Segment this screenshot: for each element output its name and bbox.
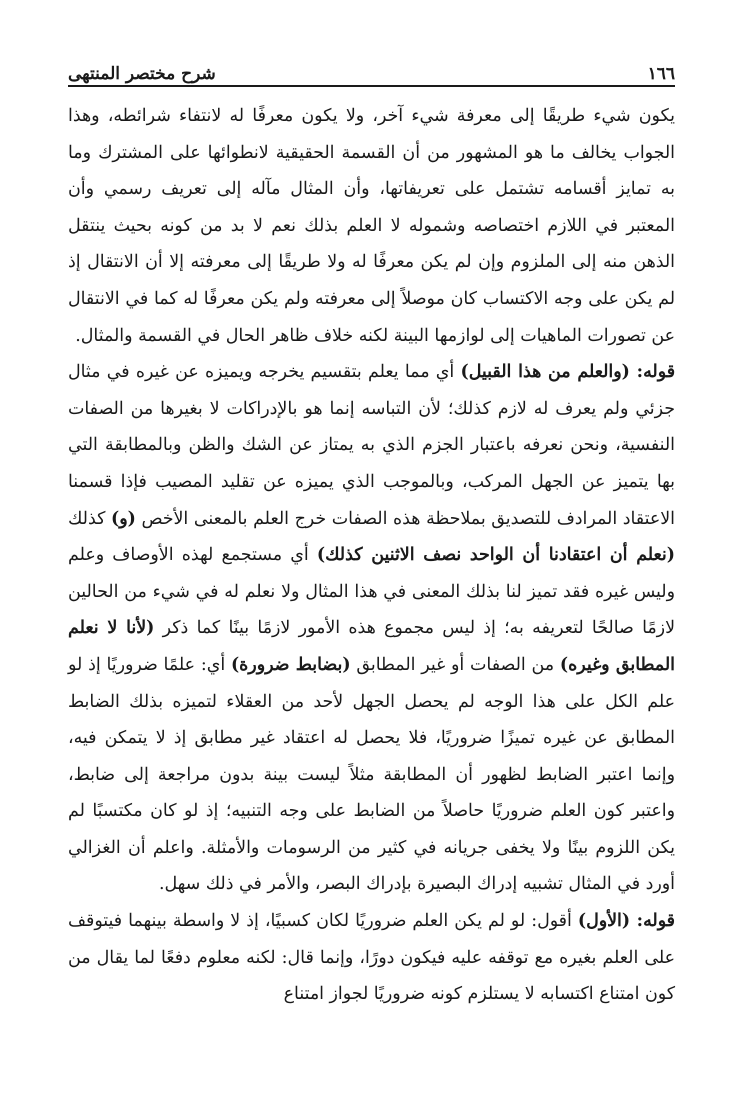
quoted-lemma: قوله: (والعلم من هذا القبيل) [460,362,676,383]
quoted-lemma: (و) [110,508,136,529]
text-segment: يكون شيء طريقًا إلى معرفة شيء آخر، ولا يكون معرفًا له لانتفاء شرائطه، وهذا الجواب يخالف ما هو المشهور من أن القسمة الحقيقية لانطوائها على المشترك وما به تمايز أقسامه تشتمل على تعريفاتها، وأن المثال مآله إلى تعريف رسمي وأن المعتبر في اللازم اختصاصه وشموله لا العلم بذلك نعم لا بد من كونه بحيث ينتقل الذهن منه إلى الملزوم وإن لم يكن معرفًا له ولا طريقًا إلى معرفته إلا أن الانتقال إذ لم يكن على وجه الاكتساب كان موصلاً إلى معرفته ولم يكن معرفًا له كما في الانتقال عن تصورات الماهيات إلى لوازمها البينة لكنه خلاف ظاهر الحال في القسمة والمثال. [68,106,675,346]
text-segment: أي مما يعلم بتقسيم يخرجه ويميزه عن غيره في مثال جزئي ولم يعرف له لازم كذلك؛ لأن التباسه إنما هو بالإدراكات لا بغيرها من الصفات النفسية، ونحن نعرفه باعتبار الجزم الذي به يمتاز عن الشك والظن وبالمطابقة التي بها يتميز عن الجهل المركب، وبالموجب الذي يميزه عن تقليد المصيب فإذا قسمنا الاعتقاد المرادف للتصديق بملاحظة هذه الصفات خرج العلم بالمعنى الأخص [68,362,675,529]
quoted-lemma: (لأنا لا نعلم المطابق وغيره) [68,618,675,675]
page-number: ١٦٦ [647,64,675,84]
quoted-lemma: (نعلم أن اعتقادنا أن الواحد نصف الاثنين كذلك) [316,545,675,566]
text-segment: كذلك [68,508,111,529]
text-segment: أي: علمًا ضروريًا إذ لو علم الكل على هذا الوجه لم يحصل الجهل لأحد من العقلاء لتميزه بذلك الضابط المطابق عن غيره تميزًا ضروريًا، فلا يحصل له اعتقاد غير مطابق إذ لا يتمكن فيه، وإنما اعتبر الضابط لظهور أن المطابقة مثلاً ليست بينة بدون مراجعة إلى ضابط، واعتبر كون العلم ضروريًا حاصلاً من الضابط على وجه التنبيه؛ إذ لو كان مكتسبًا لم يكن اللزوم بينًا ولا يخفى جريانه في كثير من الرسومات والأمثلة. واعلم أن الغزالي أورد في المثال تشبيه إدراك البصيرة بإدراك البصر، والأمر في ذلك سهل. [68,654,675,895]
text-segment: أي مستجمع لهذه الأوصاف وعلم وليس غيره فقد تميز لنا بذلك المعنى في هذا المثال ولا نعلم له في شيء من الحالين لازمًا صالحًا لتعريفه به؛ إذ ليس مجموع هذه الأمور لازمًا بينًا كما ذكر [68,545,675,639]
page-header [68,54,675,84]
paragraph-3 [68,903,675,1013]
paragraph-2 [68,354,675,903]
running-title: شرح مختصر المنتهى [68,64,216,84]
header-rule [68,85,675,87]
text-segment: أقول: لو لم يكن العلم ضروريًا لكان كسبيًا، إذ لا واسطة بينهما فيتوقف على العلم بغيره مع توقفه عليه فيكون دورًا، وإنما قال: لكنه معلوم دفعًا لما يقال من كون امتناع اكتسابه لا يستلزم كونه ضروريًا لجواز امتناع [68,911,675,1005]
quoted-lemma: (بضابط ضرورة) [230,654,351,675]
body-text [68,98,675,1013]
quoted-lemma: قوله: (الأول) [577,911,675,932]
paragraph-1 [68,98,675,354]
text-segment: من الصفات أو غير المطابق [350,654,560,675]
